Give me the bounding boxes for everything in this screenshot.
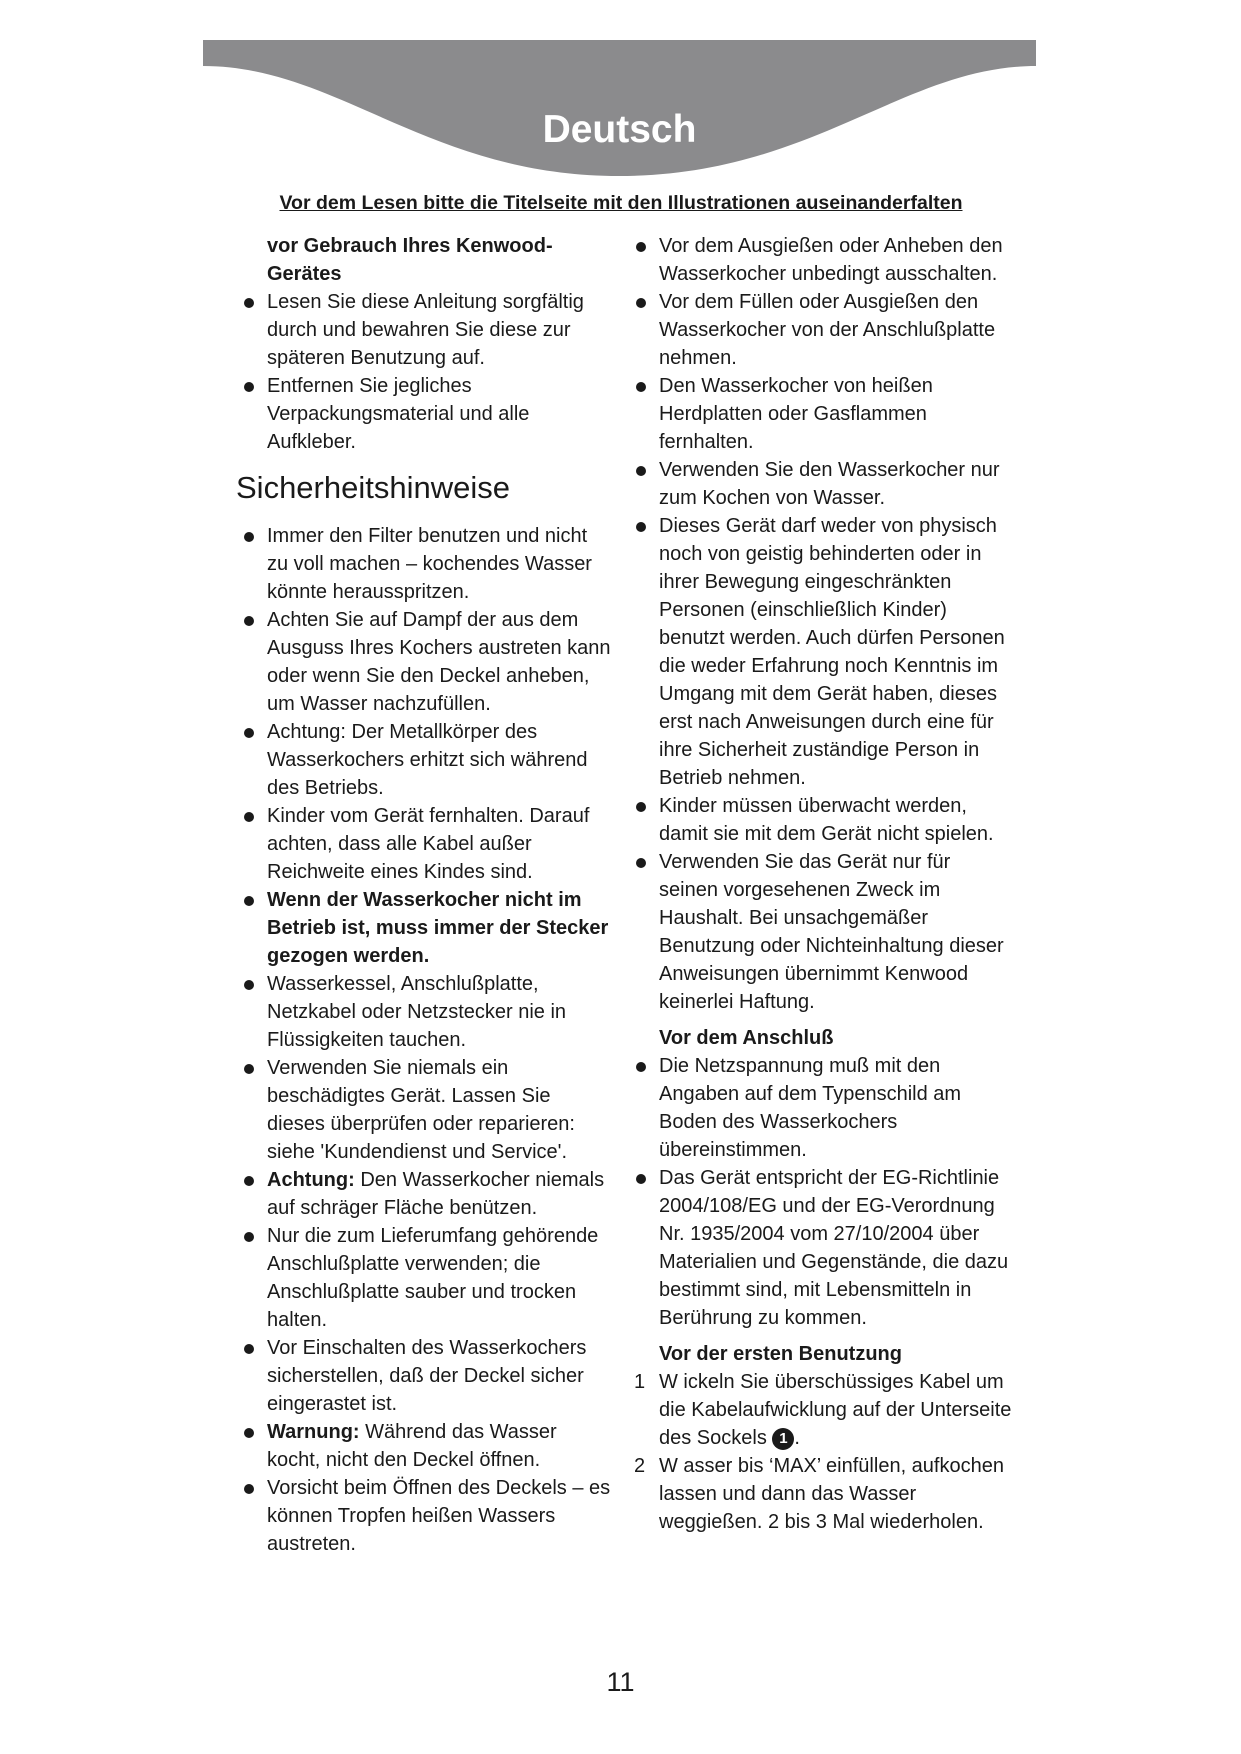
list-item: Kinder müssen überwacht werden, damit sie mit dem Gerät nicht spielen. bbox=[632, 792, 1012, 848]
list-item: Vorsicht beim Öffnen des Deckels – es können Tropfen heißen Wassers austreten. bbox=[240, 1474, 612, 1558]
bullet-icon bbox=[636, 1174, 646, 1184]
illustration-ref-badge: 1 bbox=[772, 1428, 794, 1450]
list-item: Wenn der Wasserkocher nicht im Betrieb ist, muss immer der Stecker gezogen werden. bbox=[240, 886, 612, 970]
list-item: Verwenden Sie das Gerät nur für seinen vorgesehenen Zweck im Haushalt. Bei unsachgemäßer Benutzung oder Nichteinhaltung dieser Anweisungen übernimmt Kenwood keinerlei Haftung. bbox=[632, 848, 1012, 1016]
safety-section-title: Sicherheitshinweise bbox=[236, 470, 510, 505]
list-item: Verwenden Sie niemals ein beschädigtes Gerät. Lassen Sie dieses überprüfen oder reparieren: siehe 'Kundendienst und Service'. bbox=[240, 1054, 612, 1166]
bullet-icon bbox=[244, 1428, 254, 1438]
safety-list bbox=[240, 522, 612, 1558]
list-item: Vor dem Ausgießen oder Anheben den Wasserkocher unbedingt ausschalten. bbox=[632, 232, 1012, 288]
fold-out-instruction: Vor dem Lesen bitte die Titelseite mit den Illustrationen auseinanderfalten bbox=[279, 192, 963, 214]
list-item: Dieses Gerät darf weder von physisch noch von geistig behinderten oder in ihrer Bewegung eingeschränkten Personen (einschließlich Kinder) benutzt werden. Auch dürfen Personen die weder Erfahrung noch Kenntnis im Umgang mit dem Gerät haben, dieses erst nach Anweisungen durch eine für ihre Sicherheit zuständige Person in Betrieb nehmen. bbox=[632, 512, 1012, 792]
intro-heading: vor Gebrauch Ihres Kenwood-Gerätes bbox=[267, 235, 553, 285]
right-column bbox=[632, 232, 1012, 1536]
step-item: 1 W ickeln Sie überschüssiges Kabel um die Kabelaufwicklung auf der Unterseite des Sockels 1 . bbox=[632, 1368, 1012, 1452]
list-item: Nur die zum Lieferumfang gehörende Anschlußplatte verwenden; die Anschlußplatte sauber und trocken halten. bbox=[240, 1222, 612, 1334]
anschluss-heading: Vor dem Anschluß bbox=[659, 1027, 834, 1049]
bullet-icon bbox=[636, 242, 646, 252]
step-number: 1 bbox=[634, 1371, 646, 1393]
list-item: Warnung: Während das Wasser kocht, nicht den Deckel öffnen. bbox=[240, 1418, 612, 1474]
list-item: Entfernen Sie jegliches Verpackungsmaterial und alle Aufkleber. bbox=[240, 372, 612, 456]
first-use-heading: Vor der ersten Benutzung bbox=[659, 1343, 902, 1365]
bullet-icon bbox=[244, 728, 254, 738]
list-item: Achtung: Den Wasserkocher niemals auf schräger Fläche benützen. bbox=[240, 1166, 612, 1222]
list-item: Den Wasserkocher von heißen Herdplatten oder Gasflammen fernhalten. bbox=[632, 372, 1012, 456]
bullet-icon bbox=[244, 382, 254, 392]
bullet-icon bbox=[244, 980, 254, 990]
list-item: Kinder vom Gerät fernhalten. Darauf achten, dass alle Kabel außer Reichweite eines Kindes sind. bbox=[240, 802, 612, 886]
bullet-icon bbox=[636, 522, 646, 532]
first-use-steps bbox=[632, 1368, 1012, 1536]
language-title: Deutsch bbox=[542, 108, 697, 151]
list-item: Das Gerät entspricht der EG-Richtlinie 2004/108/EG und der EG-Verordnung Nr. 1935/2004 vom 27/10/2004 über Materialien und Gegenstände, die dazu bestimmt sind, mit Lebensmitteln in Berührung zu kommen. bbox=[632, 1164, 1012, 1332]
bullet-icon bbox=[636, 858, 646, 868]
list-item: Die Netzspannung muß mit den Angaben auf dem Typenschild am Boden des Wasserkochers übereinstimmen. bbox=[632, 1052, 1012, 1164]
bullet-icon bbox=[244, 1064, 254, 1074]
language-header-band bbox=[203, 40, 1036, 176]
list-item: Achtung: Der Metallkörper des Wasserkochers erhitzt sich während des Betriebs. bbox=[240, 718, 612, 802]
bullet-icon bbox=[244, 1344, 254, 1354]
bullet-icon bbox=[244, 1484, 254, 1494]
safety-list-continued bbox=[632, 232, 1012, 1016]
step-number: 2 bbox=[634, 1455, 646, 1477]
bullet-icon bbox=[244, 298, 254, 308]
step-item: 2 W asser bis ‘MAX’ einfüllen, aufkochen lassen und dann das Wasser weggießen. 2 bis 3 Mal wiederholen. bbox=[632, 1452, 1012, 1536]
bullet-icon bbox=[636, 298, 646, 308]
left-column bbox=[236, 232, 612, 1558]
page-number: 11 bbox=[606, 1667, 635, 1697]
achtung-label: Achtung: bbox=[267, 1169, 355, 1191]
bullet-icon bbox=[244, 812, 254, 822]
intro-list bbox=[240, 288, 612, 456]
list-item: Achten Sie auf Dampf der aus dem Ausguss Ihres Kochers austreten kann oder wenn Sie den Deckel anheben, um Wasser nachzufüllen. bbox=[240, 606, 612, 718]
anschluss-list bbox=[632, 1052, 1012, 1332]
bullet-icon bbox=[244, 616, 254, 626]
list-item: Immer den Filter benutzen und nicht zu voll machen – kochendes Wasser könnte herausspritzen. bbox=[240, 522, 612, 606]
bullet-icon bbox=[636, 802, 646, 812]
bullet-icon bbox=[244, 1232, 254, 1242]
list-item: Vor Einschalten des Wasserkochers sicherstellen, daß der Deckel sicher eingerastet ist. bbox=[240, 1334, 612, 1418]
list-item: Verwenden Sie den Wasserkocher nur zum Kochen von Wasser. bbox=[632, 456, 1012, 512]
bullet-icon bbox=[244, 896, 254, 906]
list-item: Lesen Sie diese Anleitung sorgfältig durch und bewahren Sie diese zur späteren Benutzung auf. bbox=[240, 288, 612, 372]
bullet-icon bbox=[244, 532, 254, 542]
list-item: Vor dem Füllen oder Ausgießen den Wasserkocher von der Anschlußplatte nehmen. bbox=[632, 288, 1012, 372]
bullet-icon bbox=[636, 1062, 646, 1072]
bullet-icon bbox=[244, 1176, 254, 1186]
bullet-icon bbox=[636, 382, 646, 392]
list-item: Wasserkessel, Anschlußplatte, Netzkabel oder Netzstecker nie in Flüssigkeiten tauchen. bbox=[240, 970, 612, 1054]
warnung-label: Warnung: bbox=[267, 1421, 360, 1443]
bullet-icon bbox=[636, 466, 646, 476]
